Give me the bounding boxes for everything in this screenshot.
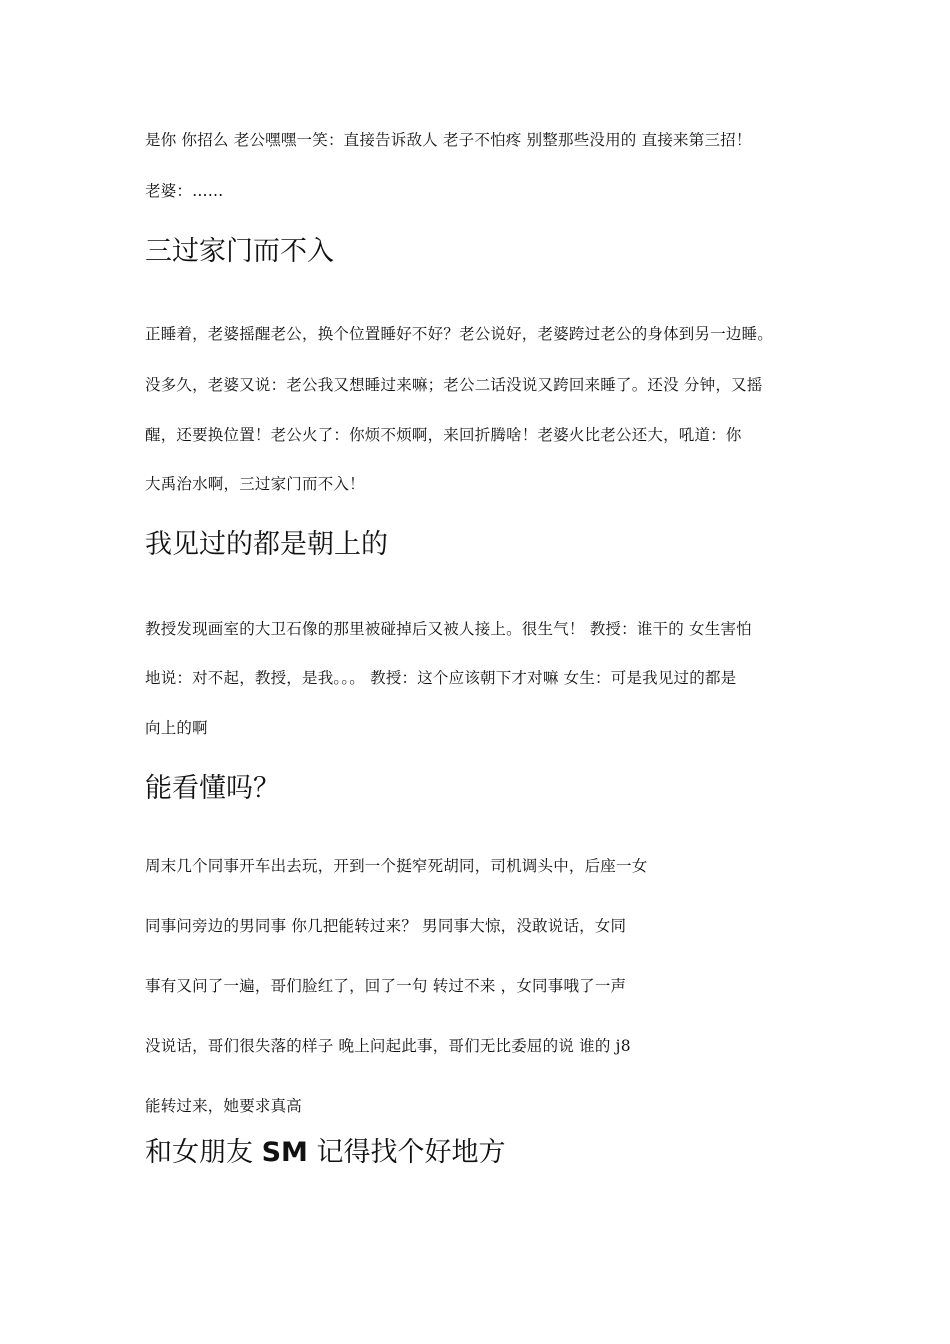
paragraph-line: 能转过来，她要求真高 <box>145 1097 303 1115</box>
section-title: 我见过的都是朝上的 <box>145 529 388 560</box>
paragraph-line: 地说：对不起，教授，是我。。。 教授：这个应该朝下才对嘛 女生：可是我见过的都是 <box>145 669 737 687</box>
paragraph-line: 没说话，哥们很失落的样子 晚上问起此事，哥们无比委屈的说 谁的 j8 <box>145 1037 631 1055</box>
paragraph-line: 老婆：…… <box>145 182 224 200</box>
paragraph-line: 没多久，老婆又说：老公我又想睡过来嘛；老公二话没说又跨回来睡了。还没 分钟，又摇 <box>145 376 763 394</box>
section-title: 三过家门而不入 <box>145 236 334 267</box>
section-title-prefix: 和女朋友 <box>145 1137 262 1168</box>
paragraph-line: 向上的啊 <box>145 719 208 737</box>
paragraph-line: 周末几个同事开车出去玩，开到一个挺窄死胡同，司机调头中，后座一女 <box>145 857 648 875</box>
paragraph-line: 同事问旁边的男同事 你几把能转过来？ 男同事大惊，没敢说话，女同 <box>145 917 627 935</box>
paragraph-line: 大禹治水啊，三过家门而不入！ <box>145 475 365 493</box>
paragraph-line: 事有又问了一遍，哥们脸红了，回了一句 转过不来 ，女同事哦了一声 <box>145 977 627 995</box>
paragraph-line: 正睡着，老婆摇醒老公，换个位置睡好不好？老公说好，老婆跨过老公的身体到另一边睡。 <box>145 325 774 343</box>
section-title-suffix: 记得找个好地方 <box>307 1137 506 1168</box>
section-title: 能看懂吗？ <box>145 773 280 804</box>
paragraph-line: 教授发现画室的大卫石像的那里被碰掉后又被人接上。很生气！ 教授：谁干的 女生害怕 <box>145 620 752 638</box>
paragraph-line: 是你 你招么 老公嘿嘿一笑：直接告诉敌人 老子不怕疼 别整那些没用的 直接来第三招！ <box>145 131 752 149</box>
section-title-latin: SM <box>261 1137 308 1168</box>
section-title <box>145 1136 506 1170</box>
paragraph-line: 醒，还要换位置！老公火了：你烦不烦啊，来回折腾啥！老婆火比老公还大，吼道：你 <box>145 426 742 444</box>
